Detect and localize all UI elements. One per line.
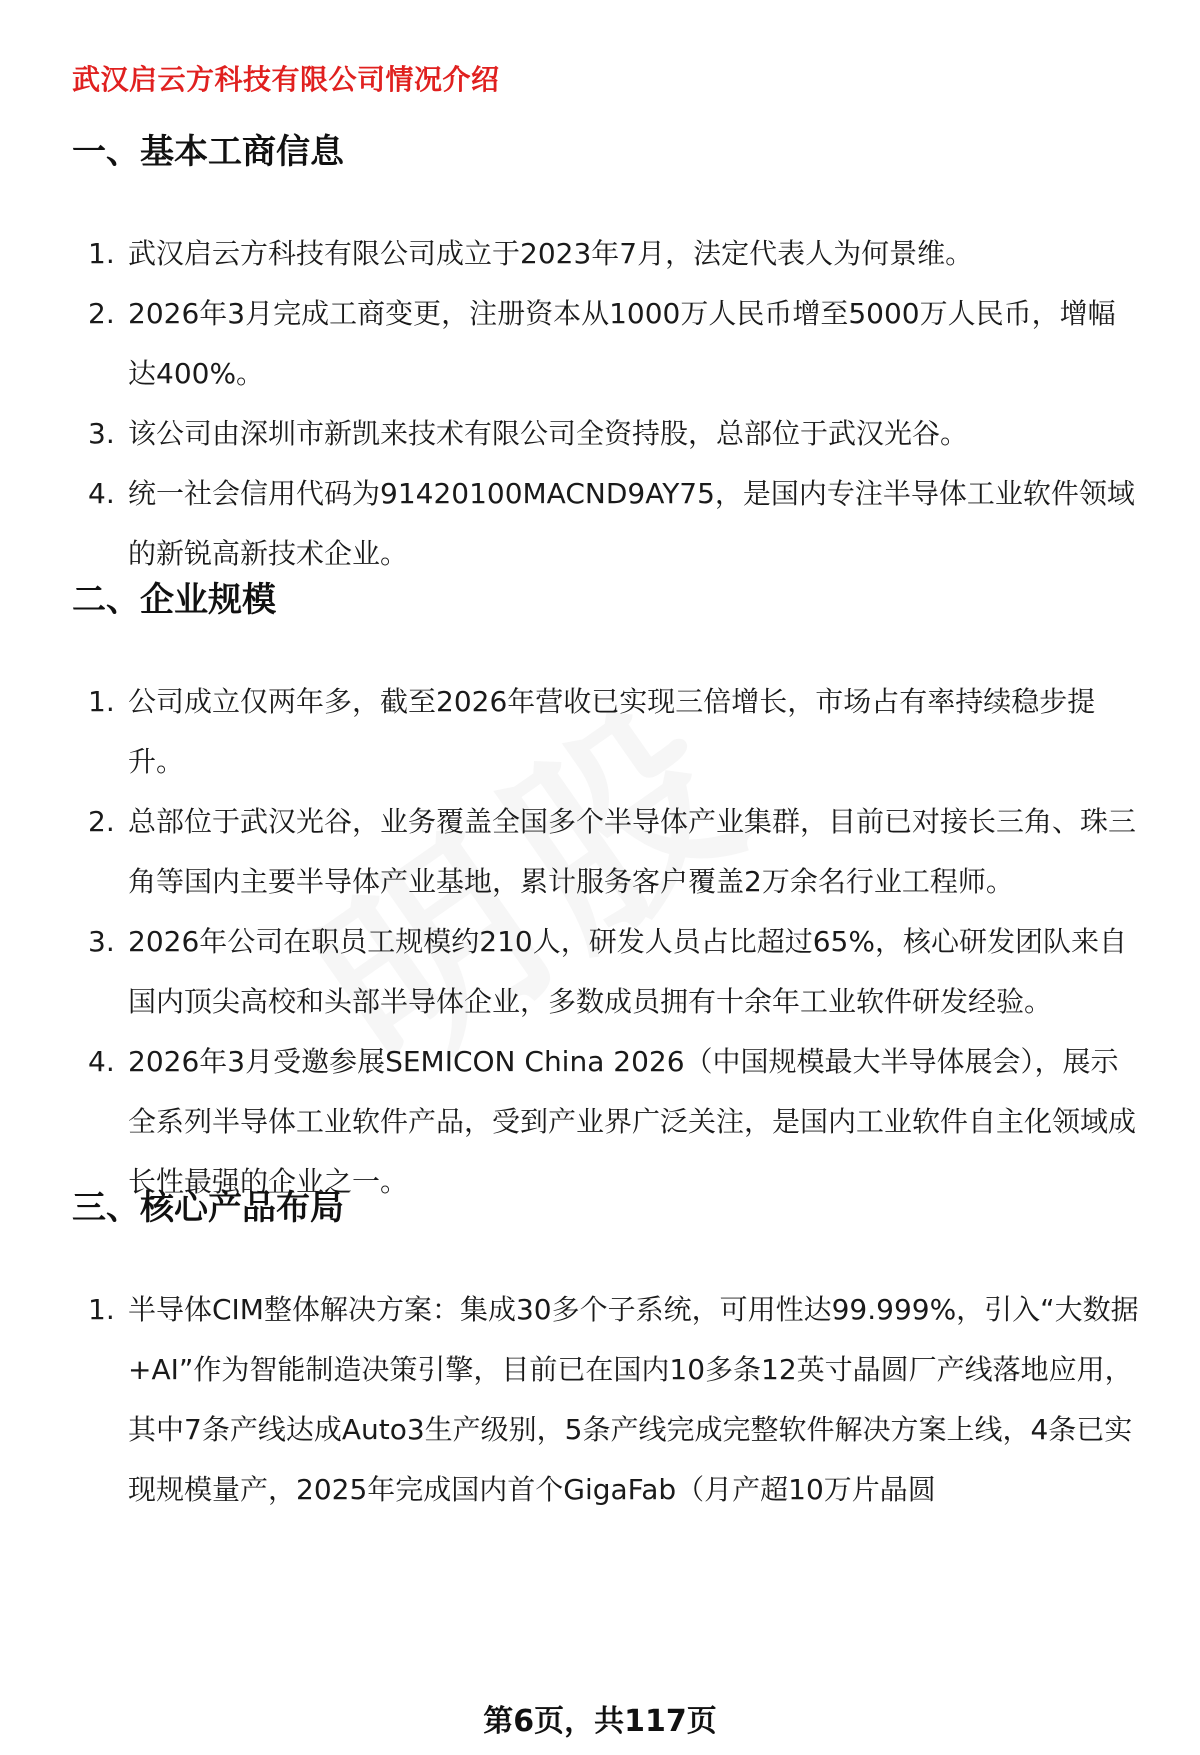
item-number: 4. (88, 1045, 115, 1078)
list-item (72, 912, 1142, 1032)
list-item (72, 284, 1142, 404)
item-text: 2026年3月完成工商变更，注册资本从1000万人民币增至5000万人民币，增幅达400%。 (128, 297, 1116, 390)
item-text: 统一社会信用代码为91420100MACND9AY75，是国内专注半导体工业软件领域的新锐高新技术企业。 (128, 477, 1135, 570)
item-text: 该公司由深圳市新凯来技术有限公司全资持股，总部位于武汉光谷。 (128, 417, 969, 450)
item-text: 武汉启云方科技有限公司成立于2023年7月，法定代表人为何景维。 (128, 237, 974, 270)
item-text: 2026年3月受邀参展SEMICON China 2026（中国规模最大半导体展会），展示全系列半导体工业软件产品，受到产业界广泛关注，是国内工业软件自主化领域成长性最强的企业之一。 (128, 1045, 1137, 1198)
list-item (72, 1032, 1142, 1212)
section-list (72, 1280, 1142, 1520)
document-title: 武汉启云方科技有限公司情况介绍 (72, 63, 500, 96)
section-heading: 三、核心产品布局 (72, 1188, 344, 1228)
page-footer: 第6页，共117页 (483, 1704, 717, 1739)
item-number: 3. (88, 925, 115, 958)
item-number: 3. (88, 417, 115, 450)
item-number: 2. (88, 805, 115, 838)
item-text: 2026年公司在职员工规模约210人，研发人员占比超过65%，核心研发团队来自国内顶尖高校和头部半导体企业，多数成员拥有十余年工业软件研发经验。 (128, 925, 1127, 1018)
item-number: 1. (88, 685, 115, 718)
item-number: 4. (88, 477, 115, 510)
list-item (72, 404, 1142, 464)
list-item (72, 224, 1142, 284)
section-company-scale (72, 578, 1142, 1212)
list-item (72, 792, 1142, 912)
section-heading: 一、基本工商信息 (72, 132, 344, 172)
item-text: 半导体CIM整体解决方案：集成30多个子系统，可用性达99.999%，引入“大数据+AI”作为智能制造决策引擎，目前已在国内10多条12英寸晶圆厂产线落地应用，其中7条产线达成Auto3生产级别，5条产线完成完整软件解决方案上线，4条已实现规模量产，2025年完成国内首个GigaFab（月产超10万片晶圆 (128, 1293, 1139, 1506)
item-number: 2. (88, 297, 115, 330)
list-item (72, 464, 1142, 584)
section-basic-info (72, 130, 1142, 584)
section-list (72, 224, 1142, 584)
section-list (72, 672, 1142, 1212)
list-item (72, 672, 1142, 792)
item-number: 1. (88, 1293, 115, 1326)
item-text: 总部位于武汉光谷，业务覆盖全国多个半导体产业集群，目前已对接长三角、珠三角等国内主要半导体产业基地，累计服务客户覆盖2万余名行业工程师。 (128, 805, 1137, 898)
section-core-products (72, 1186, 1142, 1520)
list-item (72, 1280, 1142, 1520)
item-text: 公司成立仅两年多，截至2026年营收已实现三倍增长，市场占有率持续稳步提升。 (128, 685, 1096, 778)
item-number: 1. (88, 237, 115, 270)
section-heading: 二、企业规模 (72, 580, 276, 620)
